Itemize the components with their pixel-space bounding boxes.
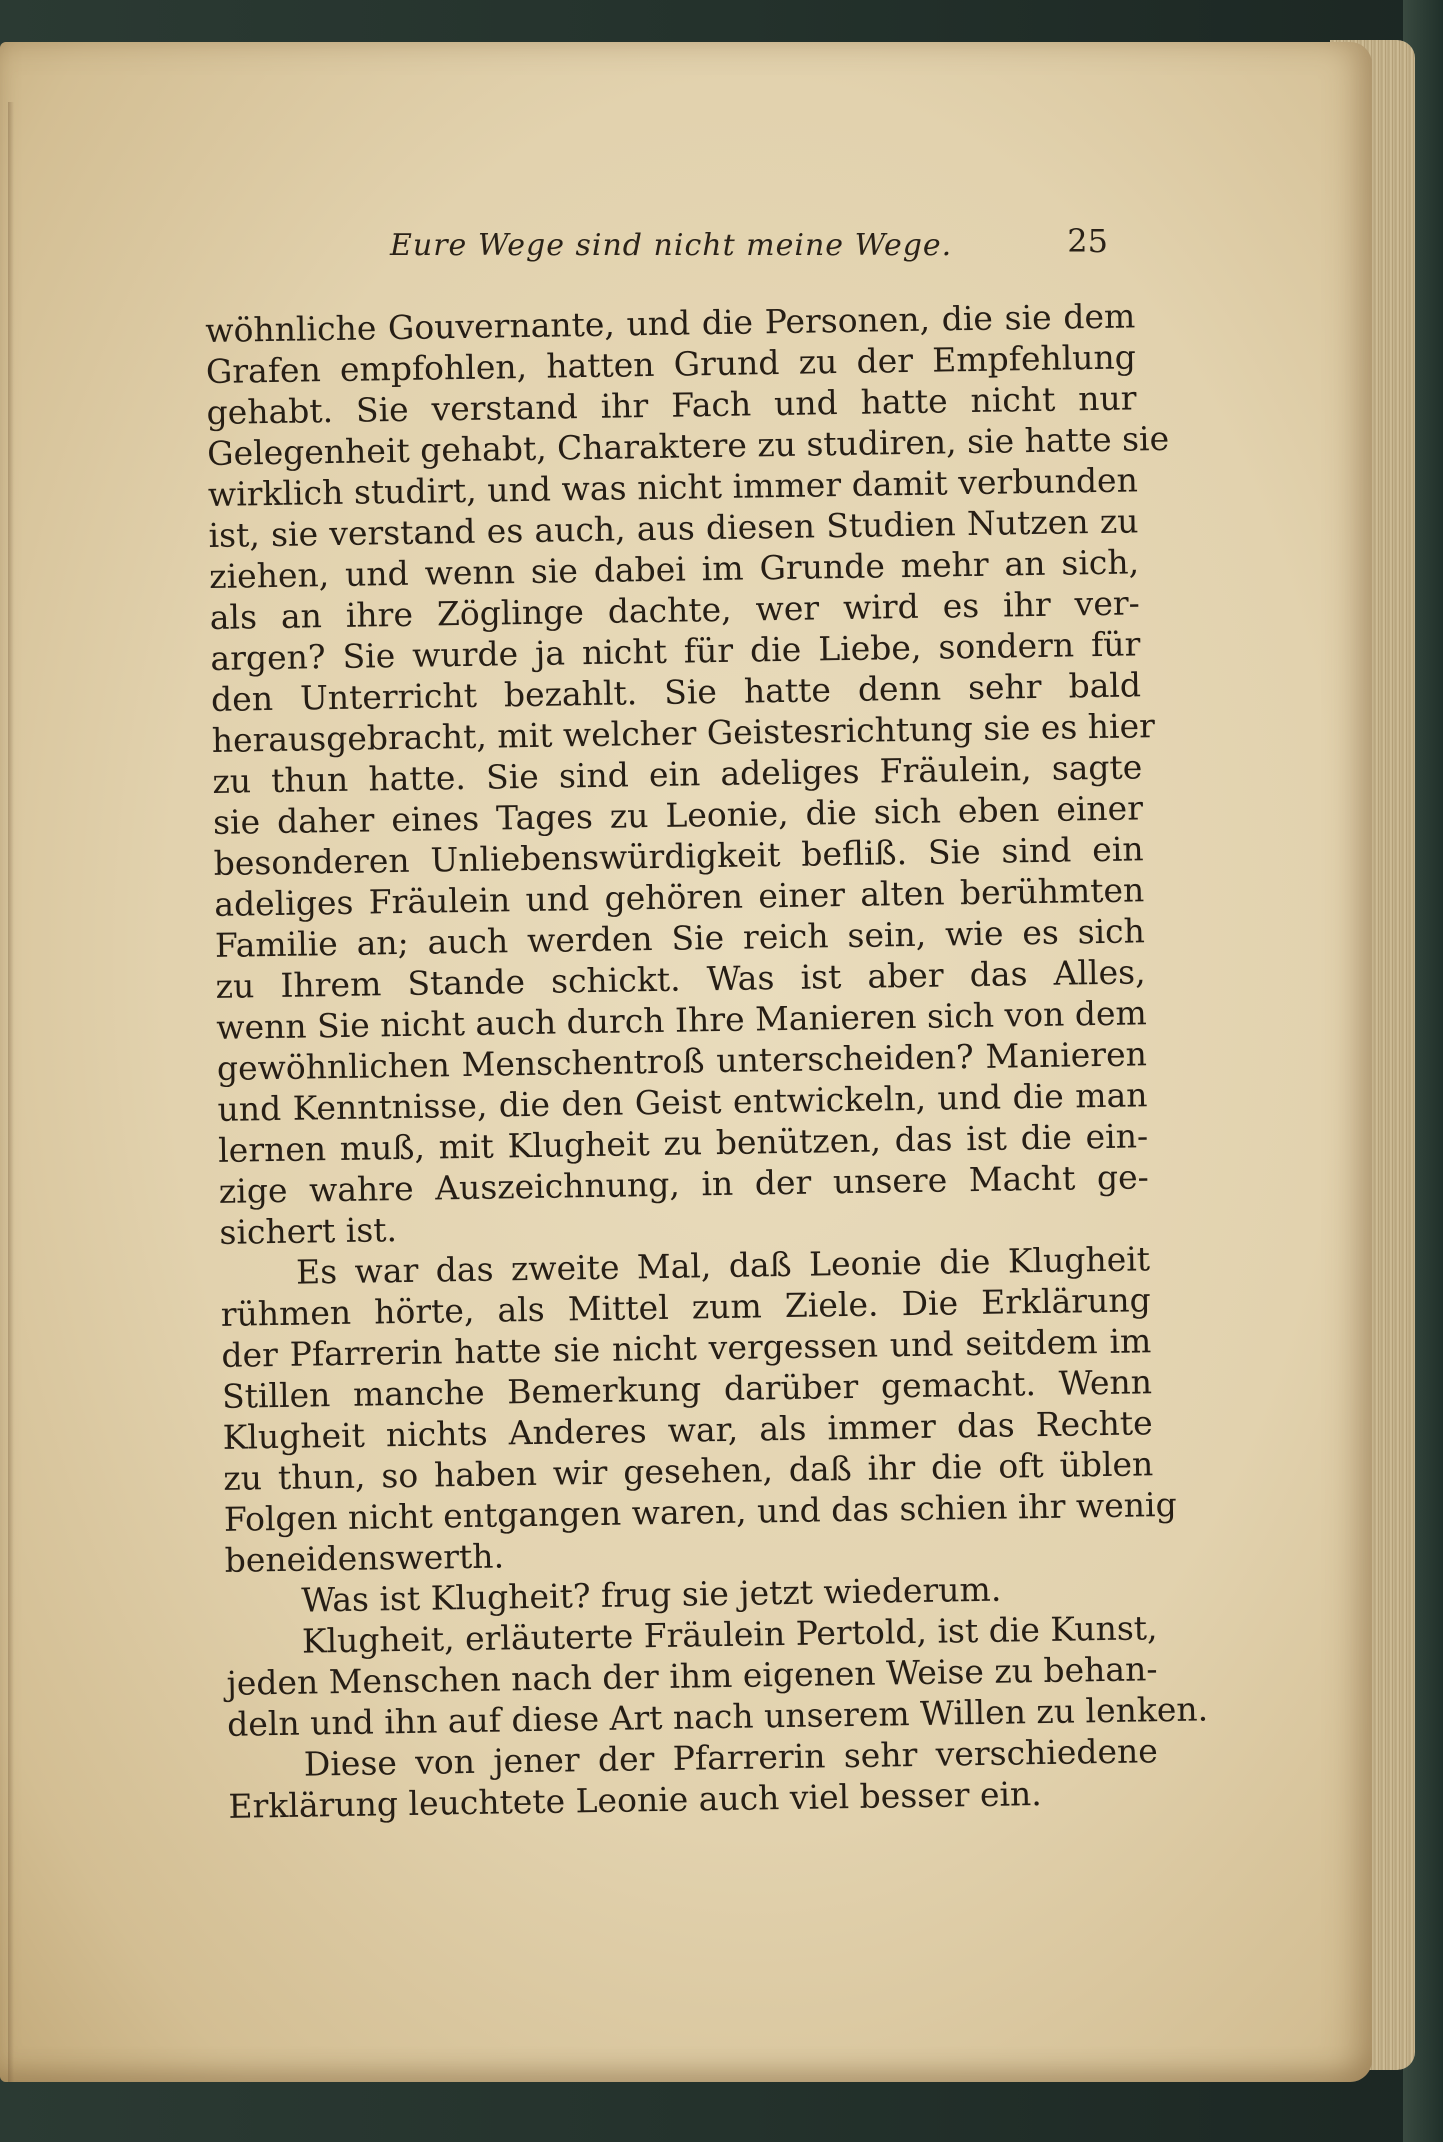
page-gutter [8, 102, 14, 2082]
text-line: ziehen, und wenn sie dabei im Grunde mehr an sich, [208, 542, 1140, 596]
body-text [205, 295, 1209, 1826]
text-line: zu thun, so haben wir gesehen, daß ihr die oft üblen [223, 1444, 1154, 1498]
text-line: herausgebracht, mit welcher Geistesrichtung sie es hier [211, 706, 1156, 760]
text-line: argen? Sie wurde ja nicht für die Liebe, sondern für [210, 624, 1141, 678]
page-number: 25 [1067, 222, 1108, 260]
text-line: Stillen manche Bemerkung darüber gemacht. Wenn [221, 1362, 1153, 1416]
text-line: Klugheit, erläuterte Fräulein Pertold, ist die Kunst, [301, 1608, 1158, 1661]
text-line: Gelegenheit gehabt, Charaktere zu studiren, sie hatte sie [206, 418, 1170, 473]
text-line: Erklärung leuchtete Leonie auch viel besser ein. [228, 1774, 1043, 1826]
text-line: adeliges Fräulein und gehören einer alten berühmten [214, 870, 1145, 924]
text-line: Familie an; auch werden Sie reich sein, wie es sich [214, 911, 1146, 965]
text-line: Klugheit nichts Anderes war, als immer das Rechte [222, 1403, 1153, 1457]
text-line: deln und ihn auf diese Art nach unserem Willen zu lenken. [226, 1689, 1209, 1744]
text-line: rühmen hörte, als Mittel zum Ziele. Die Erklärung [220, 1280, 1151, 1334]
text-line: wenn Sie nicht auch durch Ihre Manieren sich von dem [215, 993, 1148, 1047]
page-header [200, 222, 1130, 272]
text-line: jeden Menschen nach der ihm eigenen Weise zu behan- [226, 1649, 1158, 1703]
text-line: und Kenntnisse, die den Geist entwickeln, und die man [217, 1075, 1148, 1129]
text-line: besonderen Unliebenswürdigkeit befliß. Sie sind ein [213, 829, 1144, 883]
text-line: Es war das zweite Mal, daß Leonie die Klugheit [295, 1239, 1151, 1292]
text-line: der Pfarrerin hatte sie nicht vergessen und seitdem im [221, 1321, 1152, 1375]
text-line: zu thun hatte. Sie sind ein adeliges Fräulein, sagte [212, 747, 1143, 801]
text-line: beneidenswerth. [224, 1536, 505, 1580]
text-line: ist, sie verstand es auch, aus diesen Studien Nutzen zu [208, 501, 1139, 555]
text-line: gewöhnlichen Menschentroß unterscheiden? Manieren [216, 1034, 1148, 1088]
text-line: Diese von jener der Pfarrerin sehr verschiedene [303, 1731, 1159, 1784]
text-line: als an ihre Zöglinge dachte, wer wird es ihr ver- [209, 583, 1141, 637]
text-line: Folgen nicht entgangen waren, und das schien ihr wenig [223, 1484, 1177, 1539]
text-line: gehabt. Sie verstand ihr Fach und hatte nicht nur [206, 378, 1137, 432]
text-line: zu Ihrem Stande schickt. Was ist aber das Alles, [215, 952, 1146, 1006]
text-line: wöhnliche Gouvernante, und die Personen, die sie dem [205, 296, 1136, 350]
text-line: wirklich studirt, und was nicht immer damit verbunden [207, 460, 1139, 514]
text-line: Grafen empfohlen, hatten Grund zu der Empfehlung [205, 337, 1137, 391]
text-line: sie daher eines Tages zu Leonie, die sich eben einer [212, 788, 1144, 842]
text-line: zige wahre Auszeichnung, in der unsere Macht ge- [218, 1157, 1150, 1211]
running-title: Eure Wege sind nicht meine Wege. [390, 228, 953, 263]
text-line: den Unterricht bezahlt. Sie hatte denn sehr bald [210, 665, 1142, 719]
text-line: Was ist Klugheit? frug sie jetzt wiederum. [300, 1569, 1002, 1620]
text-line: lernen muß, mit Klugheit zu benützen, das ist die ein- [217, 1116, 1149, 1170]
text-line: sichert ist. [219, 1210, 398, 1252]
